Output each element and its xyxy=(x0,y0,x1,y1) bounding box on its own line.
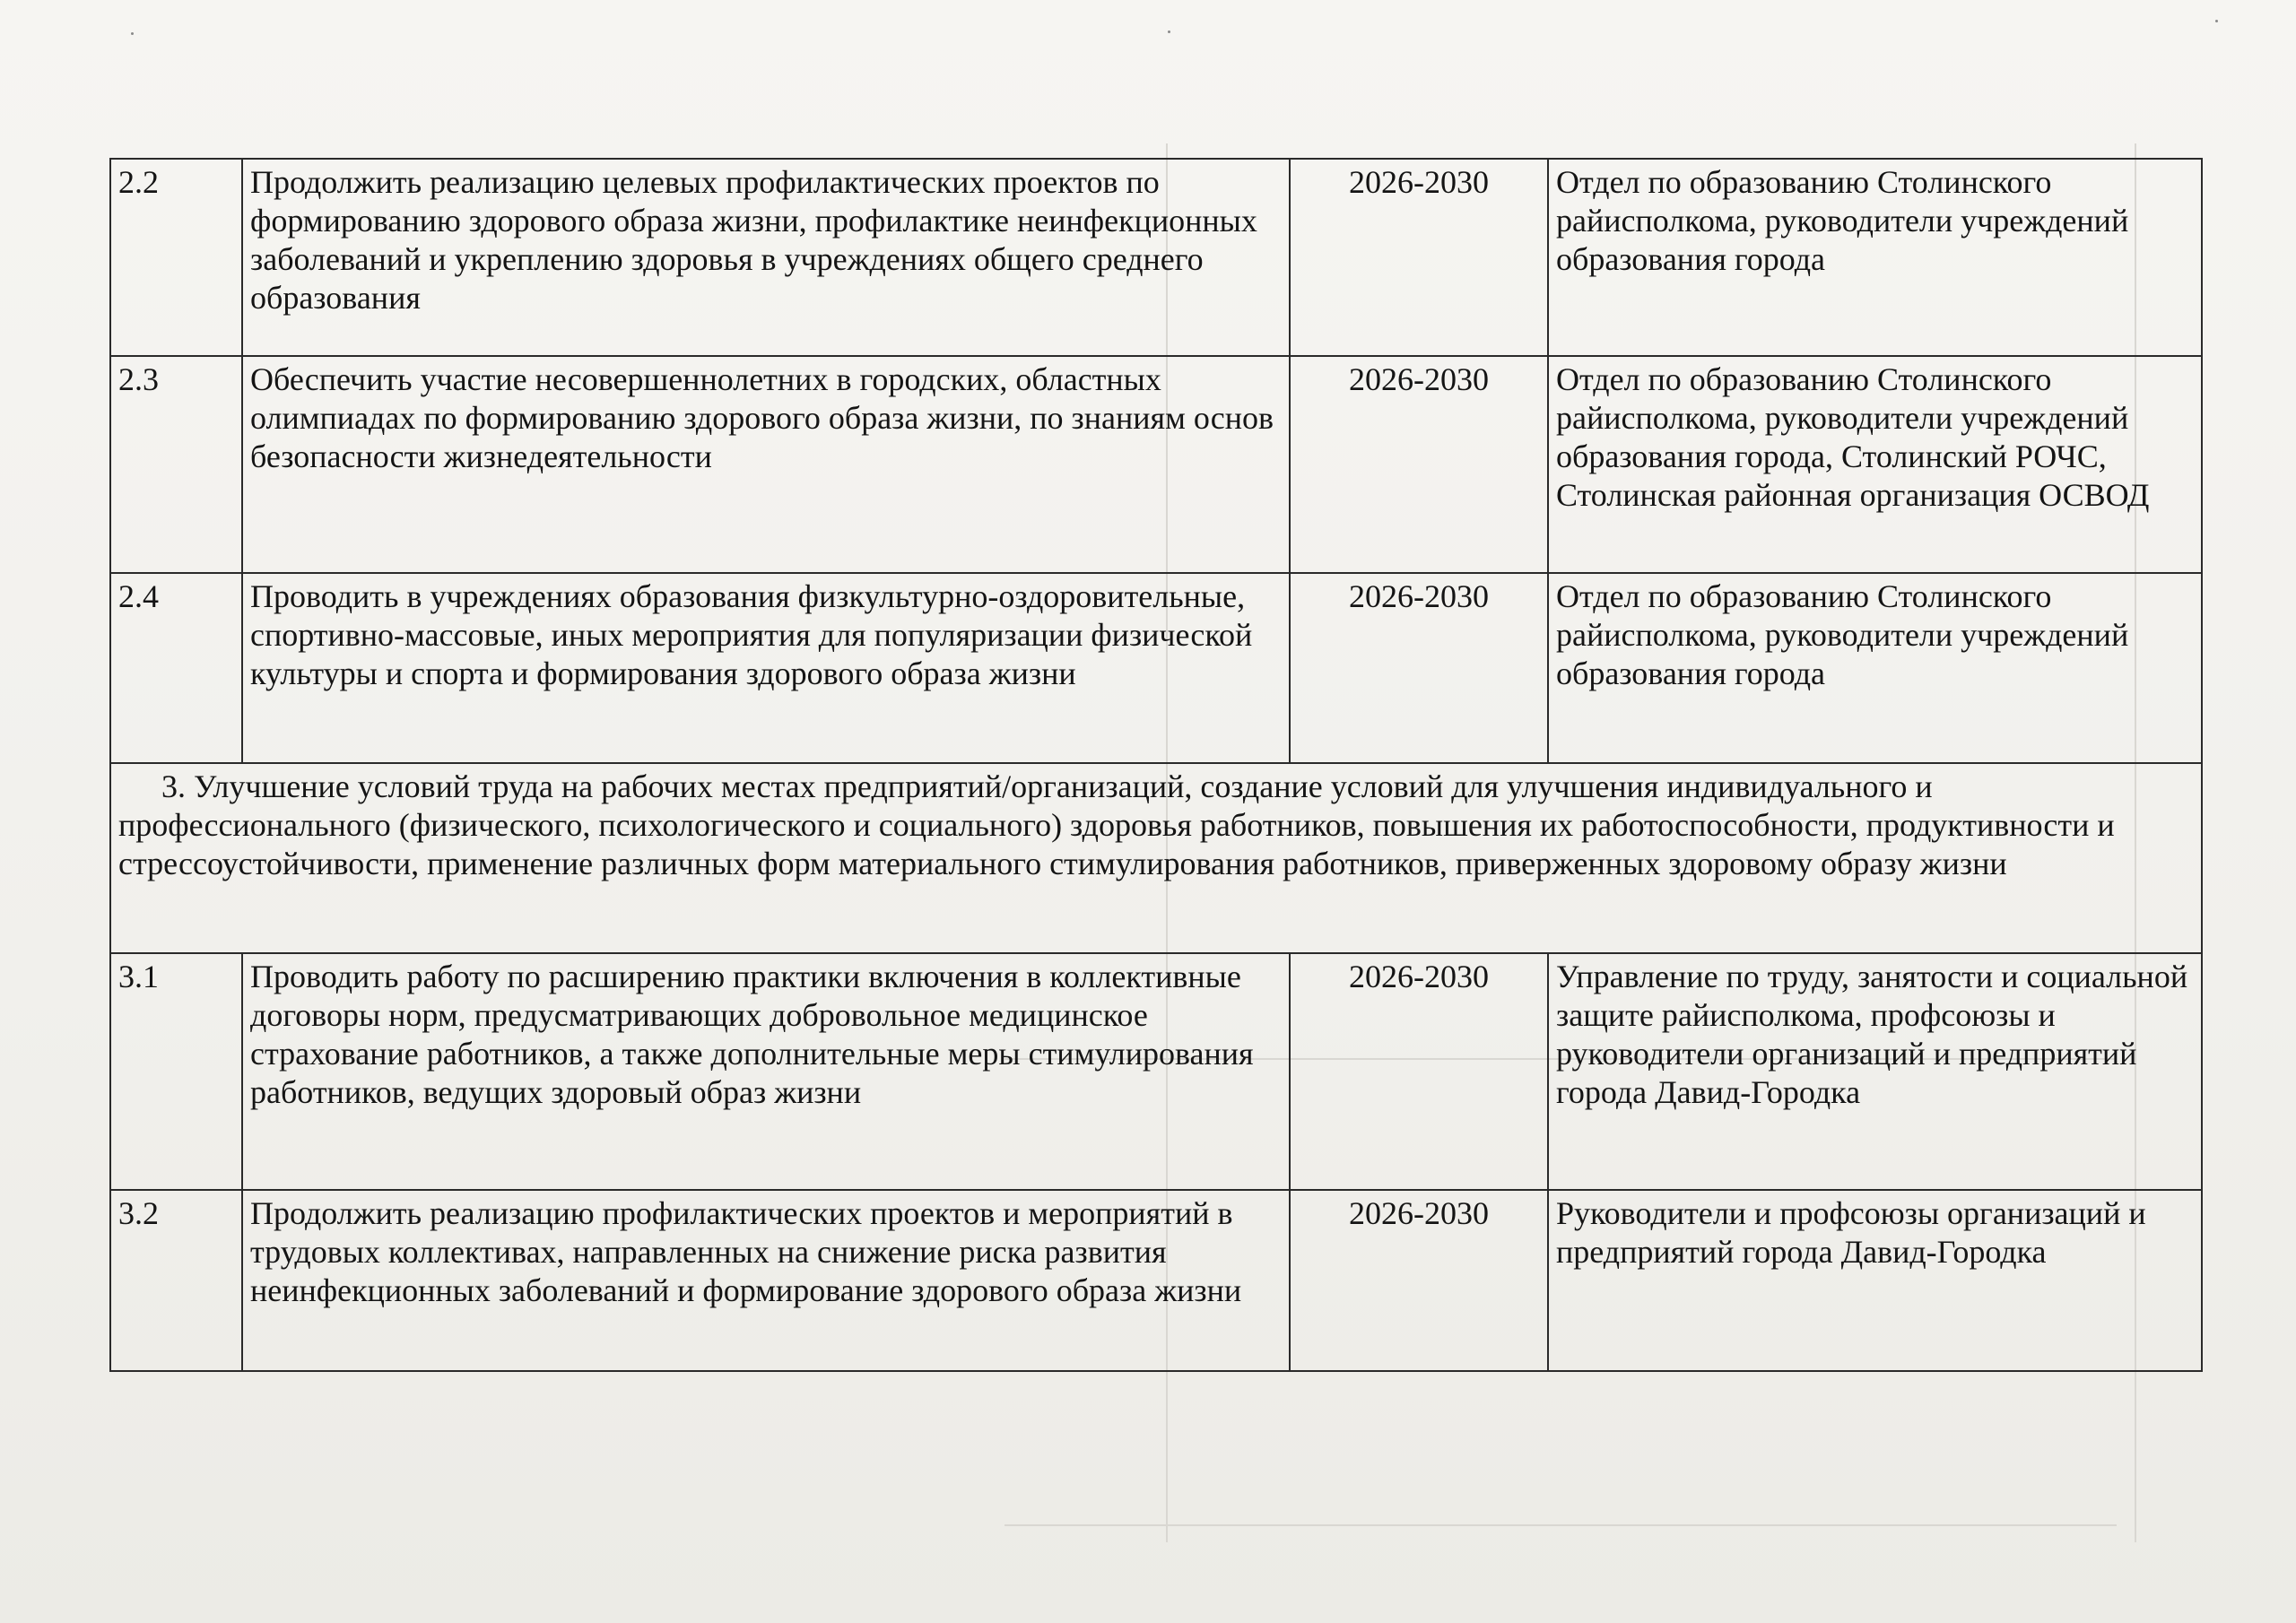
item-term: 2026-2030 xyxy=(1290,159,1548,356)
table-row xyxy=(110,953,2202,1190)
item-responsible: Руководители и профсоюзы организаций и предприятий города Давид-Городка xyxy=(1548,1190,2202,1371)
item-responsible: Отдел по образованию Столинского райисполкома, руководители учреждений образования города xyxy=(1548,573,2202,763)
scan-speck xyxy=(131,32,134,35)
scan-speck xyxy=(2215,20,2218,22)
item-task: Проводить в учреждениях образования физкультурно-оздоровительные, спортивно-массовые, иных мероприятия для популяризации физической культуры и спорта и формирования здорового образа жизни xyxy=(242,573,1290,763)
scan-speck xyxy=(1168,30,1170,33)
item-term: 2026-2030 xyxy=(1290,1190,1548,1371)
section-heading-row xyxy=(110,763,2202,953)
item-responsible: Отдел по образованию Столинского райисполкома, руководители учреждений образования города, Столинский РОЧС, Столинская районная организация ОСВОД xyxy=(1548,356,2202,573)
item-number: 2.3 xyxy=(110,356,242,573)
table-row xyxy=(110,159,2202,356)
item-task: Продолжить реализацию профилактических проектов и мероприятий в трудовых коллективах, направленных на снижение риска развития неинфекционных заболеваний и формирование здорового образа жизни xyxy=(242,1190,1290,1371)
item-task: Проводить работу по расширению практики включения в коллективные договоры норм, предусматривающих добровольное медицинское страхование работников, а также дополнительные меры стимулирования работников, ведущих здоровый образ жизни xyxy=(242,953,1290,1190)
table-row xyxy=(110,573,2202,763)
table-row xyxy=(110,356,2202,573)
bleed-through-line xyxy=(1004,1524,2117,1526)
item-term: 2026-2030 xyxy=(1290,953,1548,1190)
item-responsible: Управление по труду, занятости и социальной защите райисполкома, профсоюзы и руководители организаций и предприятий города Давид-Городка xyxy=(1548,953,2202,1190)
item-task: Обеспечить участие несовершеннолетних в городских, областных олимпиадах по формированию здорового образа жизни, по знаниям основ безопасности жизнедеятельности xyxy=(242,356,1290,573)
section-heading-text: 3. Улучшение условий труда на рабочих местах предприятий/организаций, создание условий для улучшения индивидуального и профессионального (физического, психологического и социального) здоровья работников, повышения их работоспособности, продуктивности и стрессоустойчивости, применение различных форм материального стимулирования работников, приверженных здоровому образу жизни xyxy=(118,768,2115,881)
item-number: 3.2 xyxy=(110,1190,242,1371)
activities-table xyxy=(109,158,2203,1372)
section-heading xyxy=(110,763,2202,953)
item-number: 2.2 xyxy=(110,159,242,356)
item-term: 2026-2030 xyxy=(1290,573,1548,763)
table-row xyxy=(110,1190,2202,1371)
item-term: 2026-2030 xyxy=(1290,356,1548,573)
item-responsible: Отдел по образованию Столинского райисполкома, руководители учреждений образования города xyxy=(1548,159,2202,356)
item-number: 3.1 xyxy=(110,953,242,1190)
item-number: 2.4 xyxy=(110,573,242,763)
item-task: Продолжить реализацию целевых профилактических проектов по формированию здорового образа жизни, профилактике неинфекционных заболеваний и укреплению здоровья в учреждениях общего среднего образования xyxy=(242,159,1290,356)
